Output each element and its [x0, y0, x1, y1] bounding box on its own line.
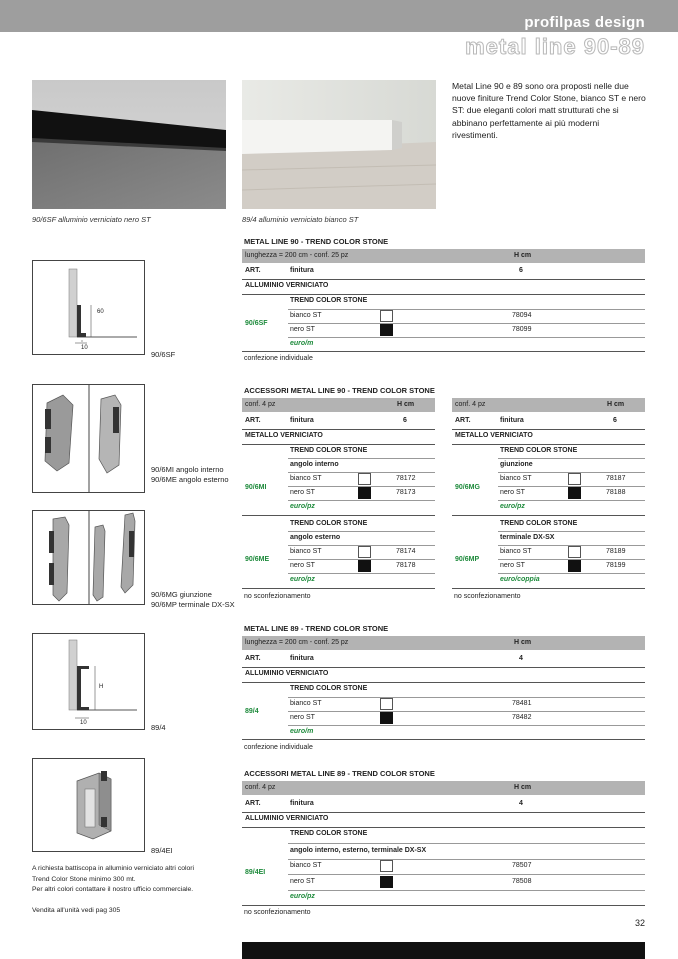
- sub-row: [498, 531, 645, 545]
- table-row: [288, 711, 645, 725]
- sub-row: [288, 458, 435, 472]
- article-number: 78482: [512, 714, 532, 721]
- group-label: TREND COLOR STONE: [290, 520, 368, 527]
- black-swatch: [380, 712, 393, 724]
- black-swatch: [380, 324, 393, 336]
- white-swatch: [568, 546, 581, 558]
- black-swatch: [568, 487, 581, 499]
- pack-note: confezione individuale: [244, 744, 313, 751]
- section-label: METALLO VERNICIATO: [455, 432, 533, 439]
- h-value: 4: [519, 800, 523, 807]
- finish-name: bianco ST: [290, 548, 322, 555]
- table-row: [288, 486, 435, 500]
- group-row: [242, 294, 645, 308]
- product-label-90-6sf: 90/6SF: [151, 350, 176, 359]
- finish-name: nero ST: [290, 326, 315, 333]
- acc90-title: ACCESSORI METAL LINE 90 - TREND COLOR STONE: [244, 386, 435, 395]
- article-number: 78507: [512, 862, 532, 869]
- article-code: 89/4EI: [245, 869, 266, 876]
- pack-note: no sconfezionamento: [244, 593, 311, 600]
- article-number: 78178: [396, 562, 416, 569]
- article-number: 78173: [396, 489, 416, 496]
- group-row: [288, 444, 435, 458]
- group-label: TREND COLOR STONE: [500, 520, 578, 527]
- article-number: 78481: [512, 700, 532, 707]
- spec-text: lunghezza = 200 cm - conf. 25 pz: [245, 639, 349, 646]
- brand-title: profilpas design: [524, 14, 645, 31]
- spec-text: conf. 4 pz: [245, 401, 276, 408]
- drawing-corners: [32, 384, 145, 493]
- group-label: TREND COLOR STONE: [290, 447, 368, 454]
- article-number: 78189: [606, 548, 626, 555]
- table-row: [288, 875, 645, 889]
- sub-label: angolo interno: [290, 461, 339, 468]
- group-label: TREND COLOR STONE: [290, 830, 368, 837]
- finish-name: bianco ST: [290, 475, 322, 482]
- unit-row: [498, 573, 645, 587]
- article-code: 90/6SF: [245, 320, 268, 327]
- article-number: 78188: [606, 489, 626, 496]
- white-swatch: [358, 473, 371, 485]
- price-unit: euro/m: [290, 340, 314, 347]
- sub-row: [498, 458, 645, 472]
- product-label-89-4: 89/4: [151, 723, 166, 732]
- sub-label: terminale DX-SX: [500, 534, 555, 541]
- finish-name: nero ST: [290, 878, 315, 885]
- dimension-width: 10: [81, 345, 88, 351]
- sales-note: Vendita all'unità vedi pag 305: [32, 907, 121, 914]
- drawing-89-4: [32, 633, 145, 730]
- white-swatch: [380, 698, 393, 710]
- price-unit: euro/pz: [290, 576, 315, 583]
- article-code: 90/6MG: [455, 484, 480, 491]
- finish-name: bianco ST: [500, 475, 532, 482]
- spec-text: conf. 4 pz: [245, 784, 276, 791]
- group-label: TREND COLOR STONE: [290, 685, 368, 692]
- article-number: 78508: [512, 878, 532, 885]
- pack-note: no sconfezionamento: [454, 593, 521, 600]
- sub-label: angolo interno, esterno, terminale DX-SX: [290, 847, 427, 854]
- black-swatch: [380, 876, 393, 888]
- price-unit: euro/m: [290, 728, 314, 735]
- section-label: METALLO VERNICIATO: [245, 432, 323, 439]
- unit-row: [288, 890, 645, 904]
- table-row: [288, 545, 435, 559]
- spec-row: [242, 781, 645, 795]
- article-number: 78172: [396, 475, 416, 482]
- unit-row: [288, 725, 645, 739]
- table-row: [288, 323, 645, 337]
- section-row: [242, 279, 645, 293]
- article-number: 78199: [606, 562, 626, 569]
- table-row: [288, 472, 435, 486]
- header-row: [242, 414, 435, 428]
- section-row: [452, 429, 645, 443]
- table-row: [498, 559, 645, 573]
- table-row: [288, 559, 435, 573]
- article-code: 89/4: [245, 708, 259, 715]
- finish-name: bianco ST: [290, 862, 322, 869]
- header-row: [452, 414, 645, 428]
- price-unit: euro/pz: [290, 503, 315, 510]
- price-unit: euro/coppia: [500, 576, 540, 583]
- hcm-header: H cm: [397, 401, 415, 408]
- page-subtitle: metal line 90-89: [465, 34, 645, 59]
- intro-text: Metal Line 90 e 89 sono ora proposti nelle due nuove finiture Trend Color Stone, bianco ST e nero ST: due eleganti colori matt strutturati che si abbinano perfettamente ai più moderni rivestimenti.: [452, 81, 646, 140]
- table-acc90-right: [452, 398, 645, 608]
- page-number: 32: [634, 918, 645, 928]
- black-swatch: [358, 560, 371, 572]
- white-swatch: [568, 473, 581, 485]
- spec-row: [452, 398, 645, 412]
- finish-name: bianco ST: [290, 700, 322, 707]
- group-row: [242, 682, 645, 696]
- product-label-corners: 90/6MI angolo interno 90/6ME angolo esterno: [151, 465, 229, 484]
- table-row: [498, 472, 645, 486]
- spec-row: [242, 636, 645, 650]
- hcm-header: H cm: [607, 401, 625, 408]
- article-number: 78099: [512, 326, 532, 333]
- drawing-joint-end: [32, 510, 145, 605]
- table-metal-line-90: [242, 237, 645, 367]
- pack-note: confezione individuale: [244, 355, 313, 362]
- table-metal-line-89: [242, 624, 645, 754]
- drawing-90-6sf: [32, 260, 145, 355]
- unit-row: [288, 337, 645, 351]
- finish-name: nero ST: [290, 714, 315, 721]
- product-label-joint-end: 90/6MG giunzione 90/6MP terminale DX-SX: [151, 590, 235, 609]
- dimension-height: 60: [97, 309, 104, 315]
- section-label: ALLUMINIO VERNICIATO: [245, 815, 329, 822]
- group-row: [242, 827, 645, 841]
- finish-name: bianco ST: [290, 312, 322, 319]
- spec-row: [242, 249, 645, 263]
- finish-name: nero ST: [290, 562, 315, 569]
- pack-note: no sconfezionamento: [244, 909, 311, 916]
- h-value: 6: [613, 417, 617, 424]
- article-number: 78174: [396, 548, 416, 555]
- finish-name: nero ST: [290, 489, 315, 496]
- art-header: ART.: [245, 267, 261, 274]
- h-value: 4: [519, 655, 523, 662]
- article-code: 90/6MP: [455, 556, 480, 563]
- finish-name: bianco ST: [500, 548, 532, 555]
- group-row: [498, 444, 645, 458]
- finitura-header: finitura: [290, 800, 314, 807]
- section-row: [242, 667, 645, 681]
- finitura-header: finitura: [290, 267, 314, 274]
- table-row: [498, 545, 645, 559]
- hcm-header: H cm: [514, 784, 532, 791]
- unit-row: [498, 500, 645, 514]
- h-value: 6: [403, 417, 407, 424]
- spec-row: [242, 398, 435, 412]
- white-swatch: [380, 860, 393, 872]
- group-label: TREND COLOR STONE: [290, 297, 368, 304]
- header-row: [242, 264, 645, 278]
- art-header: ART.: [245, 655, 261, 662]
- sub-row: [288, 531, 435, 545]
- price-unit: euro/pz: [290, 893, 315, 900]
- article-code: 90/6MI: [245, 484, 267, 491]
- article-code: 90/6ME: [245, 556, 270, 563]
- photo-caption-left: 90/6SF alluminio verniciato nero ST: [32, 215, 151, 224]
- finitura-header: finitura: [290, 417, 314, 424]
- section-label: ALLUMINIO VERNICIATO: [245, 282, 329, 289]
- finitura-header: finitura: [290, 655, 314, 662]
- h-value: 6: [519, 267, 523, 274]
- table-row: [288, 309, 645, 323]
- footer-bar: [242, 942, 645, 959]
- header-row: [242, 652, 645, 666]
- hcm-header: H cm: [514, 252, 532, 259]
- footnote: A richiesta battiscopa in alluminio verniciato altri colori Trend Color Stone minimo 300 mt. Per altri colori contattare il nostro ufficio commerciale.: [32, 865, 195, 893]
- group-label: TREND COLOR STONE: [500, 447, 578, 454]
- article-number: 78094: [512, 312, 532, 319]
- white-swatch: [380, 310, 393, 322]
- hcm-header: H cm: [514, 639, 532, 646]
- unit-row: [288, 573, 435, 587]
- group-row: [288, 517, 435, 531]
- product-label-89-4ei: 89/4EI: [151, 846, 173, 855]
- art-header: ART.: [455, 417, 471, 424]
- black-swatch: [568, 560, 581, 572]
- photo-caption-right: 89/4 alluminio verniciato bianco ST: [242, 215, 359, 224]
- finitura-header: finitura: [500, 417, 524, 424]
- white-swatch: [358, 546, 371, 558]
- table-row: [288, 697, 645, 711]
- drawing-89-4ei: [32, 758, 145, 852]
- finish-name: nero ST: [500, 489, 525, 496]
- photo-black-skirting: [32, 80, 226, 209]
- table-title: METAL LINE 90 - TREND COLOR STONE: [244, 237, 389, 246]
- spec-text: lunghezza = 200 cm - conf. 25 pz: [245, 252, 349, 259]
- table-acc89: [242, 769, 645, 924]
- price-unit: euro/pz: [500, 503, 525, 510]
- table-row: [498, 486, 645, 500]
- table-title: METAL LINE 89 - TREND COLOR STONE: [244, 624, 389, 633]
- table-row: [288, 859, 645, 873]
- spec-text: conf. 4 pz: [455, 401, 486, 408]
- sub-label: giunzione: [500, 461, 533, 468]
- section-row: [242, 429, 435, 443]
- dimension-width: 10: [80, 720, 87, 726]
- art-header: ART.: [245, 417, 261, 424]
- finish-name: nero ST: [500, 562, 525, 569]
- group-row: [498, 517, 645, 531]
- table-title: ACCESSORI METAL LINE 89 - TREND COLOR STONE: [244, 769, 435, 778]
- section-row: [242, 812, 645, 826]
- sub-label: angolo esterno: [290, 534, 341, 541]
- section-label: ALLUMINIO VERNICIATO: [245, 670, 329, 677]
- dimension-height: H: [99, 684, 104, 690]
- black-swatch: [358, 487, 371, 499]
- unit-row: [288, 500, 435, 514]
- header-row: [242, 797, 645, 811]
- sub-row: [288, 844, 645, 858]
- table-acc90-left: [242, 398, 435, 608]
- art-header: ART.: [245, 800, 261, 807]
- article-number: 78187: [606, 475, 626, 482]
- photo-white-skirting: [242, 80, 436, 209]
